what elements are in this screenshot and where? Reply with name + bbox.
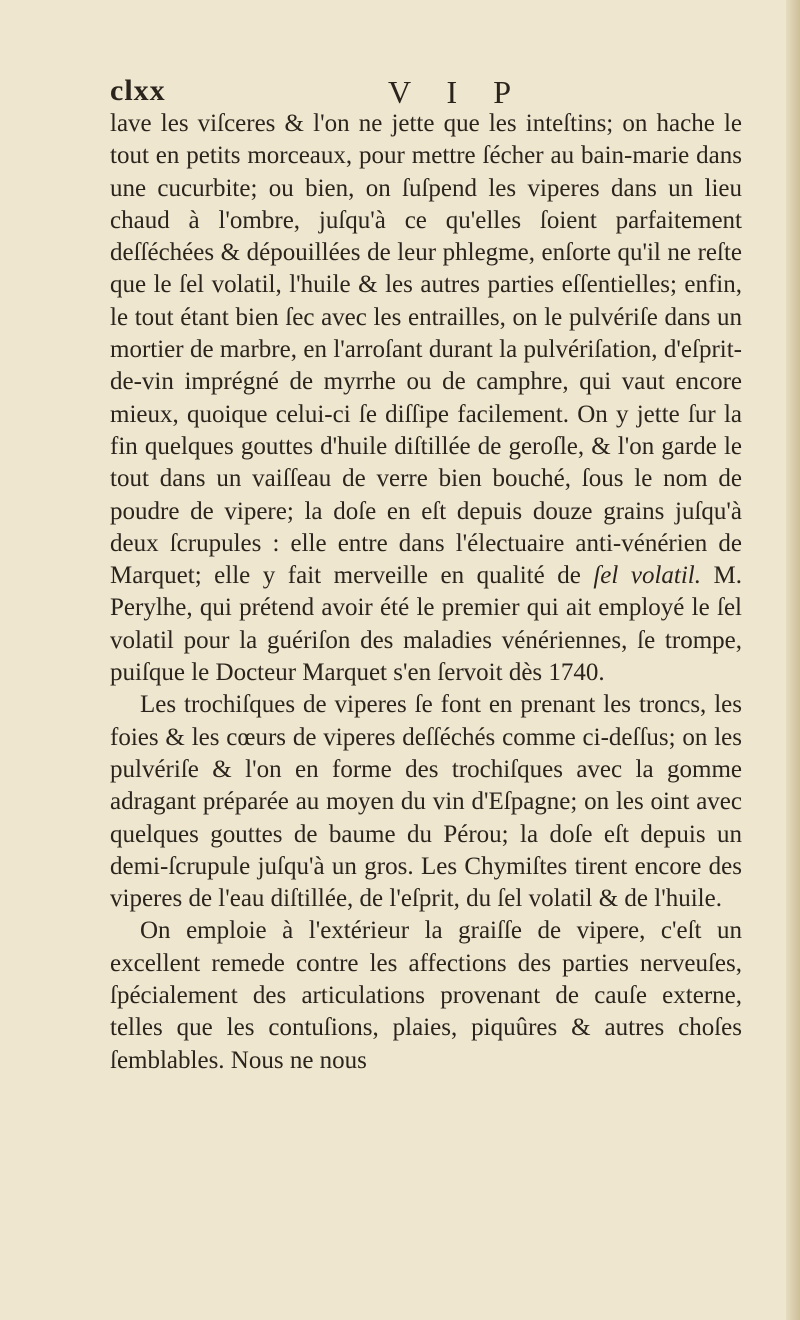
page-edge — [786, 0, 800, 1320]
paragraph-1 — [110, 108, 742, 689]
paragraph-1-text: lave les viſceres & l'on ne jette que les inteſtins; on hache le tout en petits morceaux, pour mettre ſécher au bain-marie dans une cucurbite; ou bien, on ſuſpend les viperes dans un lieu chaud à l'ombre, juſqu'à ce qu'elles ſoient parfaitement deſſéchées & dépouillées de leur phlegme, enſorte qu'il ne reſte que le ſel volatil, l'huile & les autres parties eſſentielles; enfin, le tout étant bien ſec avec les entrailles, on le pulvériſe dans un mortier de marbre, en l'arroſant durant la pulvériſation, d'eſprit-de-vin imprégné de myrrhe ou de camphre, qui vaut encore mieux, quoique celui-ci ſe diſſipe facilement. On y jette ſur la fin quelques gouttes d'huile diſtillée de geroſle, & l'on garde le tout dans un vaiſſeau de verre bien bouché, ſous le nom de poudre de vipere; la doſe en eſt depuis douze grains juſqu'à deux ſcrupules : elle entre dans l'électuaire anti-vénérien de Marquet; elle y fait merveille en qualité de — [110, 110, 742, 590]
paragraph-1-end: M. Perylhe, qui prétend avoir été le premier qui ait employé le ſel volatil pour la guériſon des maladies vénériennes, ſe trompe, puiſque le Docteur Marquet s'en ſervoit dès 1740. — [110, 562, 742, 687]
folio-number: clxx — [110, 74, 166, 107]
paragraph-2: Les trochiſques de viperes ſe font en prenant les troncs, les foies & les cœurs de viperes deſſéchés comme ci-deſſus; on les pulvériſe & l'on en forme des trochiſques avec la gomme adragant préparée au moyen du vin d'Eſpagne; on les oint avec quelques gouttes de baume du Pérou; la doſe eſt depuis un demi-ſcrupule juſqu'à un gros. Les Chymiſtes tirent encore des viperes de l'eau diſtillée, de l'eſprit, du ſel volatil & de l'huile. — [110, 691, 742, 913]
paragraph-3: On emploie à l'extérieur la graiſſe de vipere, c'eſt un excellent remede contre les affections des parties nerveuſes, ſpécialement des articulations provenant de cauſe externe, telles que les contuſions, plaies, piquûres & autres choſes ſemblables. Nous ne nous — [110, 917, 742, 1074]
body-text — [110, 108, 742, 1077]
running-head: V I P — [388, 74, 525, 110]
paragraph-1-italic: ſel volatil. — [593, 562, 701, 590]
